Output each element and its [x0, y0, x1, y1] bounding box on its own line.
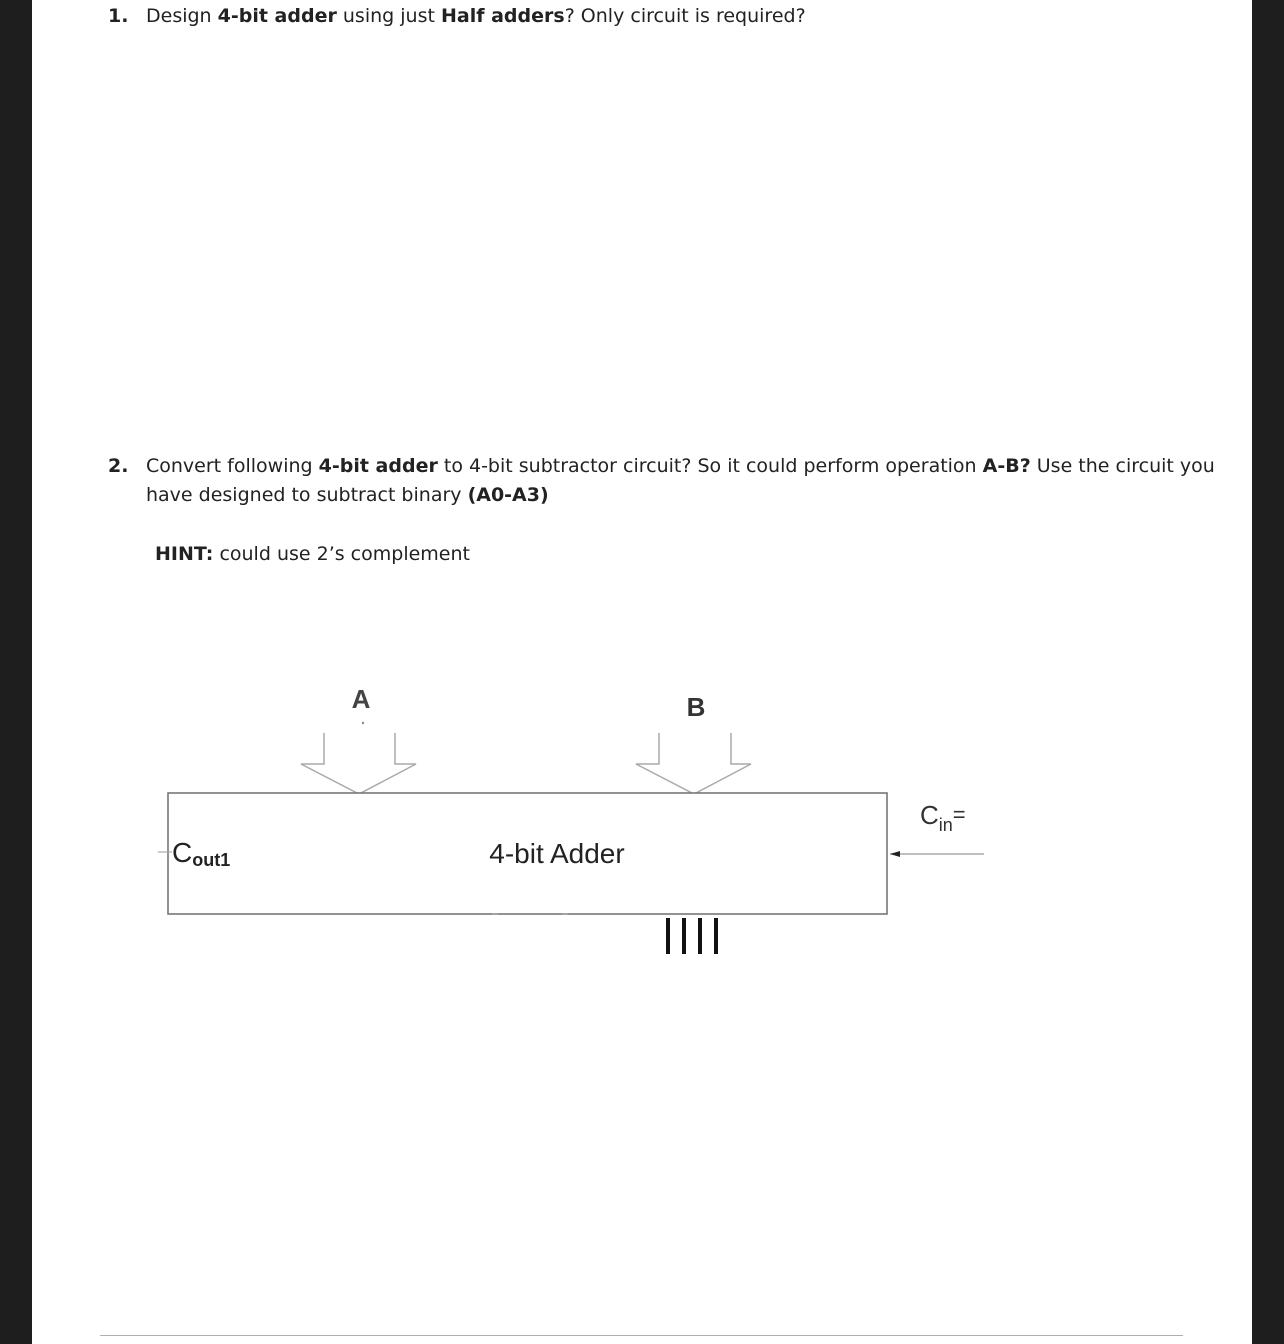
input-a-arrow	[301, 733, 416, 794]
question-1-text: Design 4-bit adder using just Half adders? Only circuit is required?	[146, 5, 806, 27]
cin-label: $C_{in}^=$	[920, 800, 966, 835]
output-bus-lines	[668, 918, 716, 954]
input-a-label: A	[351, 684, 371, 714]
question-2-line-2: have designed to subtract binary (A0-A3)	[146, 484, 549, 506]
adder-block-label: 4-bit Adder	[489, 838, 625, 869]
cin-arrowhead	[890, 851, 900, 857]
input-b-arrow	[636, 733, 751, 794]
adder-diagram	[32, 0, 1252, 1000]
input-b-label: B	[686, 692, 706, 722]
question-2-number: 2.	[108, 455, 129, 477]
question-2-line-1: Convert following 4-bit adder to 4-bit subtractor circuit? So it could perform operation A-B? Use the circuit you	[146, 455, 1215, 477]
footer-divider	[100, 1335, 1183, 1336]
dot-mark	[362, 722, 364, 724]
hint-text: could use 2’s complement	[213, 543, 470, 565]
hint-label: HINT:	[155, 543, 214, 565]
question-1-number: 1.	[108, 5, 129, 27]
document-page	[32, 0, 1252, 1344]
cout-label: Cout1	[172, 837, 231, 870]
